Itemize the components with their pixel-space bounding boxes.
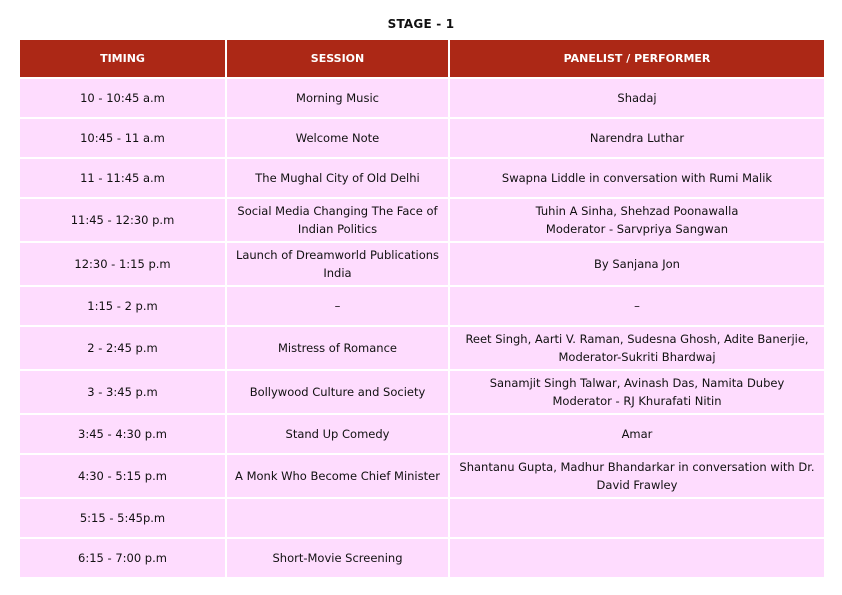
session-cell: Social Media Changing The Face of Indian Politics <box>227 199 448 241</box>
timing-cell: 3 - 3:45 p.m <box>20 371 225 413</box>
panelist-cell: Shadaj <box>450 79 824 117</box>
panelist-cell: By Sanjana Jon <box>450 243 824 285</box>
table-row <box>20 499 824 537</box>
table-row <box>20 327 824 369</box>
stage-title: STAGE - 1 <box>387 17 455 31</box>
session-cell: Welcome Note <box>227 119 448 157</box>
session-cell: Morning Music <box>227 79 448 117</box>
table-row <box>20 199 824 241</box>
panelist-cell: Amar <box>450 415 824 453</box>
panelist-cell: Swapna Liddle in conversation with Rumi Malik <box>450 159 824 197</box>
panelist-cell <box>450 499 824 537</box>
header-session: SESSION <box>227 40 448 77</box>
table-row <box>20 79 824 117</box>
timing-cell: 12:30 - 1:15 p.m <box>20 243 225 285</box>
panelist-cell: Narendra Luthar <box>450 119 824 157</box>
table-row <box>20 371 824 413</box>
timing-cell: 6:15 - 7:00 p.m <box>20 539 225 577</box>
session-cell <box>227 499 448 537</box>
table-row <box>20 455 824 497</box>
session-cell: Mistress of Romance <box>227 327 448 369</box>
panelist-cell: Reet Singh, Aarti V. Raman, Sudesna Ghosh, Adite Banerjie, Moderator-Sukriti Bhardwaj <box>450 327 824 369</box>
panelist-cell: Shantanu Gupta, Madhur Bhandarkar in conversation with Dr. David Frawley <box>450 455 824 497</box>
table-row <box>20 539 824 577</box>
table-row <box>20 415 824 453</box>
header-panelist: PANELIST / PERFORMER <box>450 40 824 77</box>
timing-cell: 11:45 - 12:30 p.m <box>20 199 225 241</box>
table-row <box>20 159 824 197</box>
schedule-table <box>18 38 826 579</box>
table-row <box>20 119 824 157</box>
timing-cell: 2 - 2:45 p.m <box>20 327 225 369</box>
header-timing: TIMING <box>20 40 225 77</box>
table-row <box>20 287 824 325</box>
session-cell: The Mughal City of Old Delhi <box>227 159 448 197</box>
panelist-cell: Tuhin A Sinha, Shehzad Poonawalla Moderator - Sarvpriya Sangwan <box>450 199 824 241</box>
timing-cell: 10:45 - 11 a.m <box>20 119 225 157</box>
session-cell: Bollywood Culture and Society <box>227 371 448 413</box>
session-cell: Short-Movie Screening <box>227 539 448 577</box>
session-cell: – <box>227 287 448 325</box>
timing-cell: 4:30 - 5:15 p.m <box>20 455 225 497</box>
timing-cell: 11 - 11:45 a.m <box>20 159 225 197</box>
timing-cell: 3:45 - 4:30 p.m <box>20 415 225 453</box>
timing-cell: 5:15 - 5:45p.m <box>20 499 225 537</box>
table-row <box>20 243 824 285</box>
session-cell: A Monk Who Become Chief Minister <box>227 455 448 497</box>
panelist-cell: – <box>450 287 824 325</box>
table-header-row <box>20 40 824 77</box>
panelist-cell: Sanamjit Singh Talwar, Avinash Das, Namita Dubey Moderator - RJ Khurafati Nitin <box>450 371 824 413</box>
timing-cell: 1:15 - 2 p.m <box>20 287 225 325</box>
session-cell: Launch of Dreamworld Publications India <box>227 243 448 285</box>
panelist-cell <box>450 539 824 577</box>
session-cell: Stand Up Comedy <box>227 415 448 453</box>
timing-cell: 10 - 10:45 a.m <box>20 79 225 117</box>
